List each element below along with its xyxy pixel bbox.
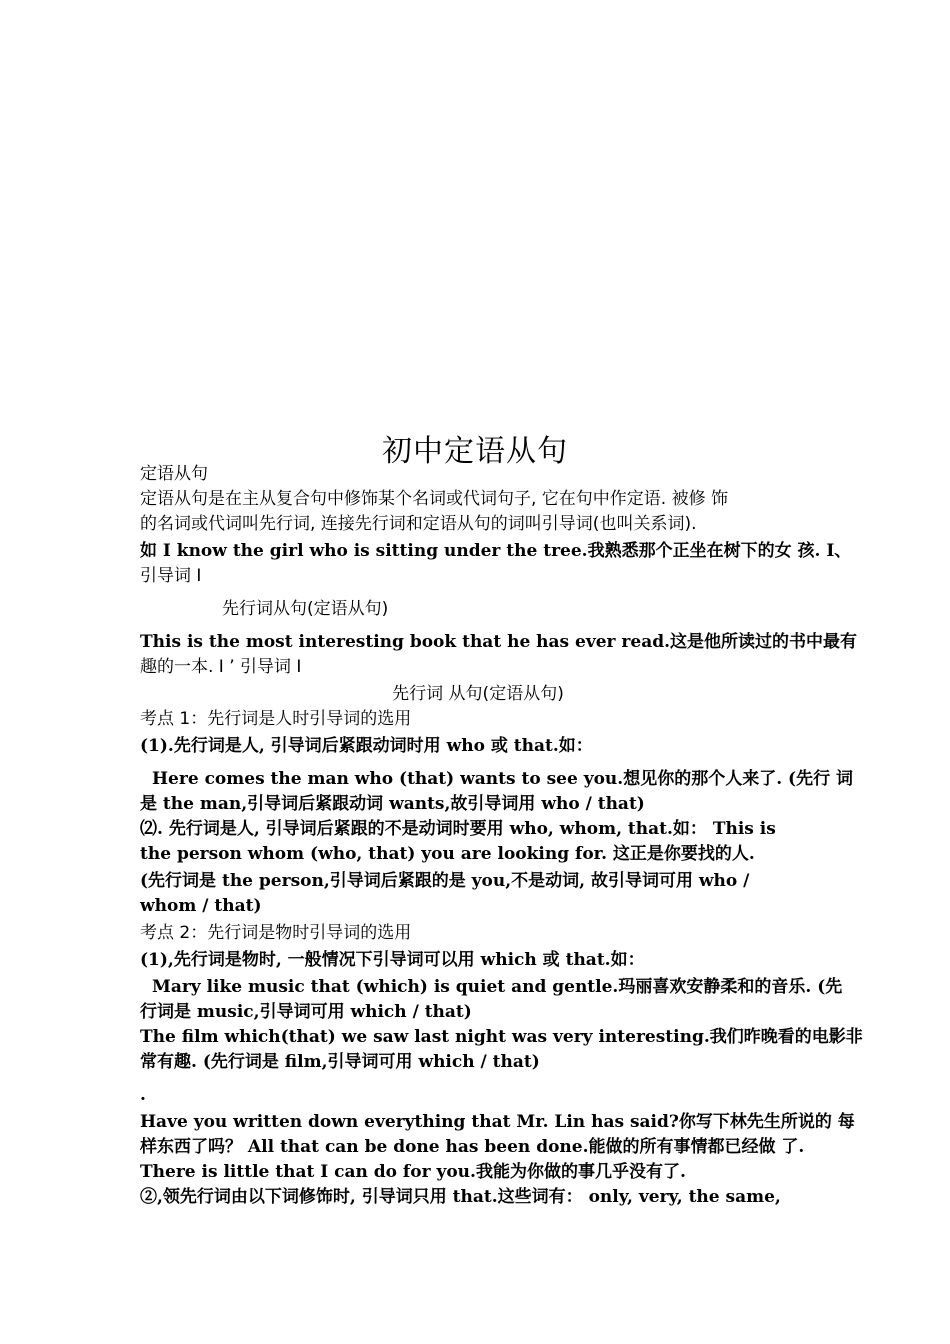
example-line: the person whom (who, that) you are looking for. 这正是你要找的人. (140, 844, 755, 864)
explanation-line: (先行词是 the person,引导词后紧跟的是 you,不是动词, 故引导词可用 who / (140, 871, 750, 891)
explanation-line: whom / that) (140, 896, 262, 916)
annotation-line: 趣的一本. I ’ 引导词 I (140, 657, 302, 677)
example-line: 是 the man,引导词后紧跟动词 wants,故引导词用 who / that) (140, 794, 645, 814)
example-line: 样东西了吗？ All that can be done has been done.能做的所有事情都已经做 了. (140, 1137, 805, 1157)
annotation-line: 先行词从句(定语从句) (222, 599, 389, 619)
example-line: Have you written down everything that Mr. Lin has said?你写下林先生所说的 每 (140, 1112, 855, 1132)
annotation-line: 引导词 I (140, 566, 202, 586)
paragraph-line: 定语从句是在主从复合句中修饰某个名词或代词句子, 它在句中作定语. 被修 饰 (140, 489, 729, 509)
rule-line: ②,领先行词由以下词修饰时, 引导词只用 that.这些词有： only, very, the same, (140, 1187, 781, 1207)
example-line: There is little that I can do for you.我能为你做的事几乎没有了. (140, 1162, 686, 1182)
example-line: 常有趣. (先行词是 film,引导词可用 which / that) (140, 1052, 540, 1072)
rule-line: ⑵. 先行词是人, 引导词后紧跟的不是动词时要用 who, whom, that.如： This is (140, 819, 776, 839)
paragraph-line: 的名词或代词叫先行词, 连接先行词和定语从句的词叫引导词(也叫关系词). (140, 514, 697, 534)
example-line: Mary like music that (which) is quiet and gentle.玛丽喜欢安静柔和的音乐. (先 (152, 977, 843, 997)
annotation-line: 先行词 从句(定语从句) (392, 684, 564, 704)
point-heading: 考点 1：先行词是人时引导词的选用 (140, 709, 412, 729)
document-body (140, 462, 863, 1210)
separator-dot: . (140, 1085, 146, 1105)
example-line: 如 I know the girl who is sitting under the tree.我熟悉那个正坐在树下的女 孩. I、 (140, 541, 852, 561)
example-line: Here comes the man who (that) wants to see you.想见你的那个人来了. (先行 词 (152, 769, 853, 789)
example-line: 行词是 music,引导词可用 which / that) (140, 1002, 472, 1022)
page-title: 初中定语从句 (382, 434, 568, 469)
example-line: The film which(that) we saw last night was very interesting.我们昨晚看的电影非 (140, 1027, 863, 1047)
point-heading: 考点 2：先行词是物时引导词的选用 (140, 923, 412, 943)
rule-line: (1).先行词是人, 引导词后紧跟动词时用 who 或 that.如： (140, 736, 593, 756)
rule-line: (1),先行词是物时, 一般情况下引导词可以用 which 或 that.如： (140, 950, 645, 970)
example-line: This is the most interesting book that he has ever read.这是他所读过的书中最有 (140, 632, 858, 652)
section-heading: 定语从句 (140, 464, 208, 484)
